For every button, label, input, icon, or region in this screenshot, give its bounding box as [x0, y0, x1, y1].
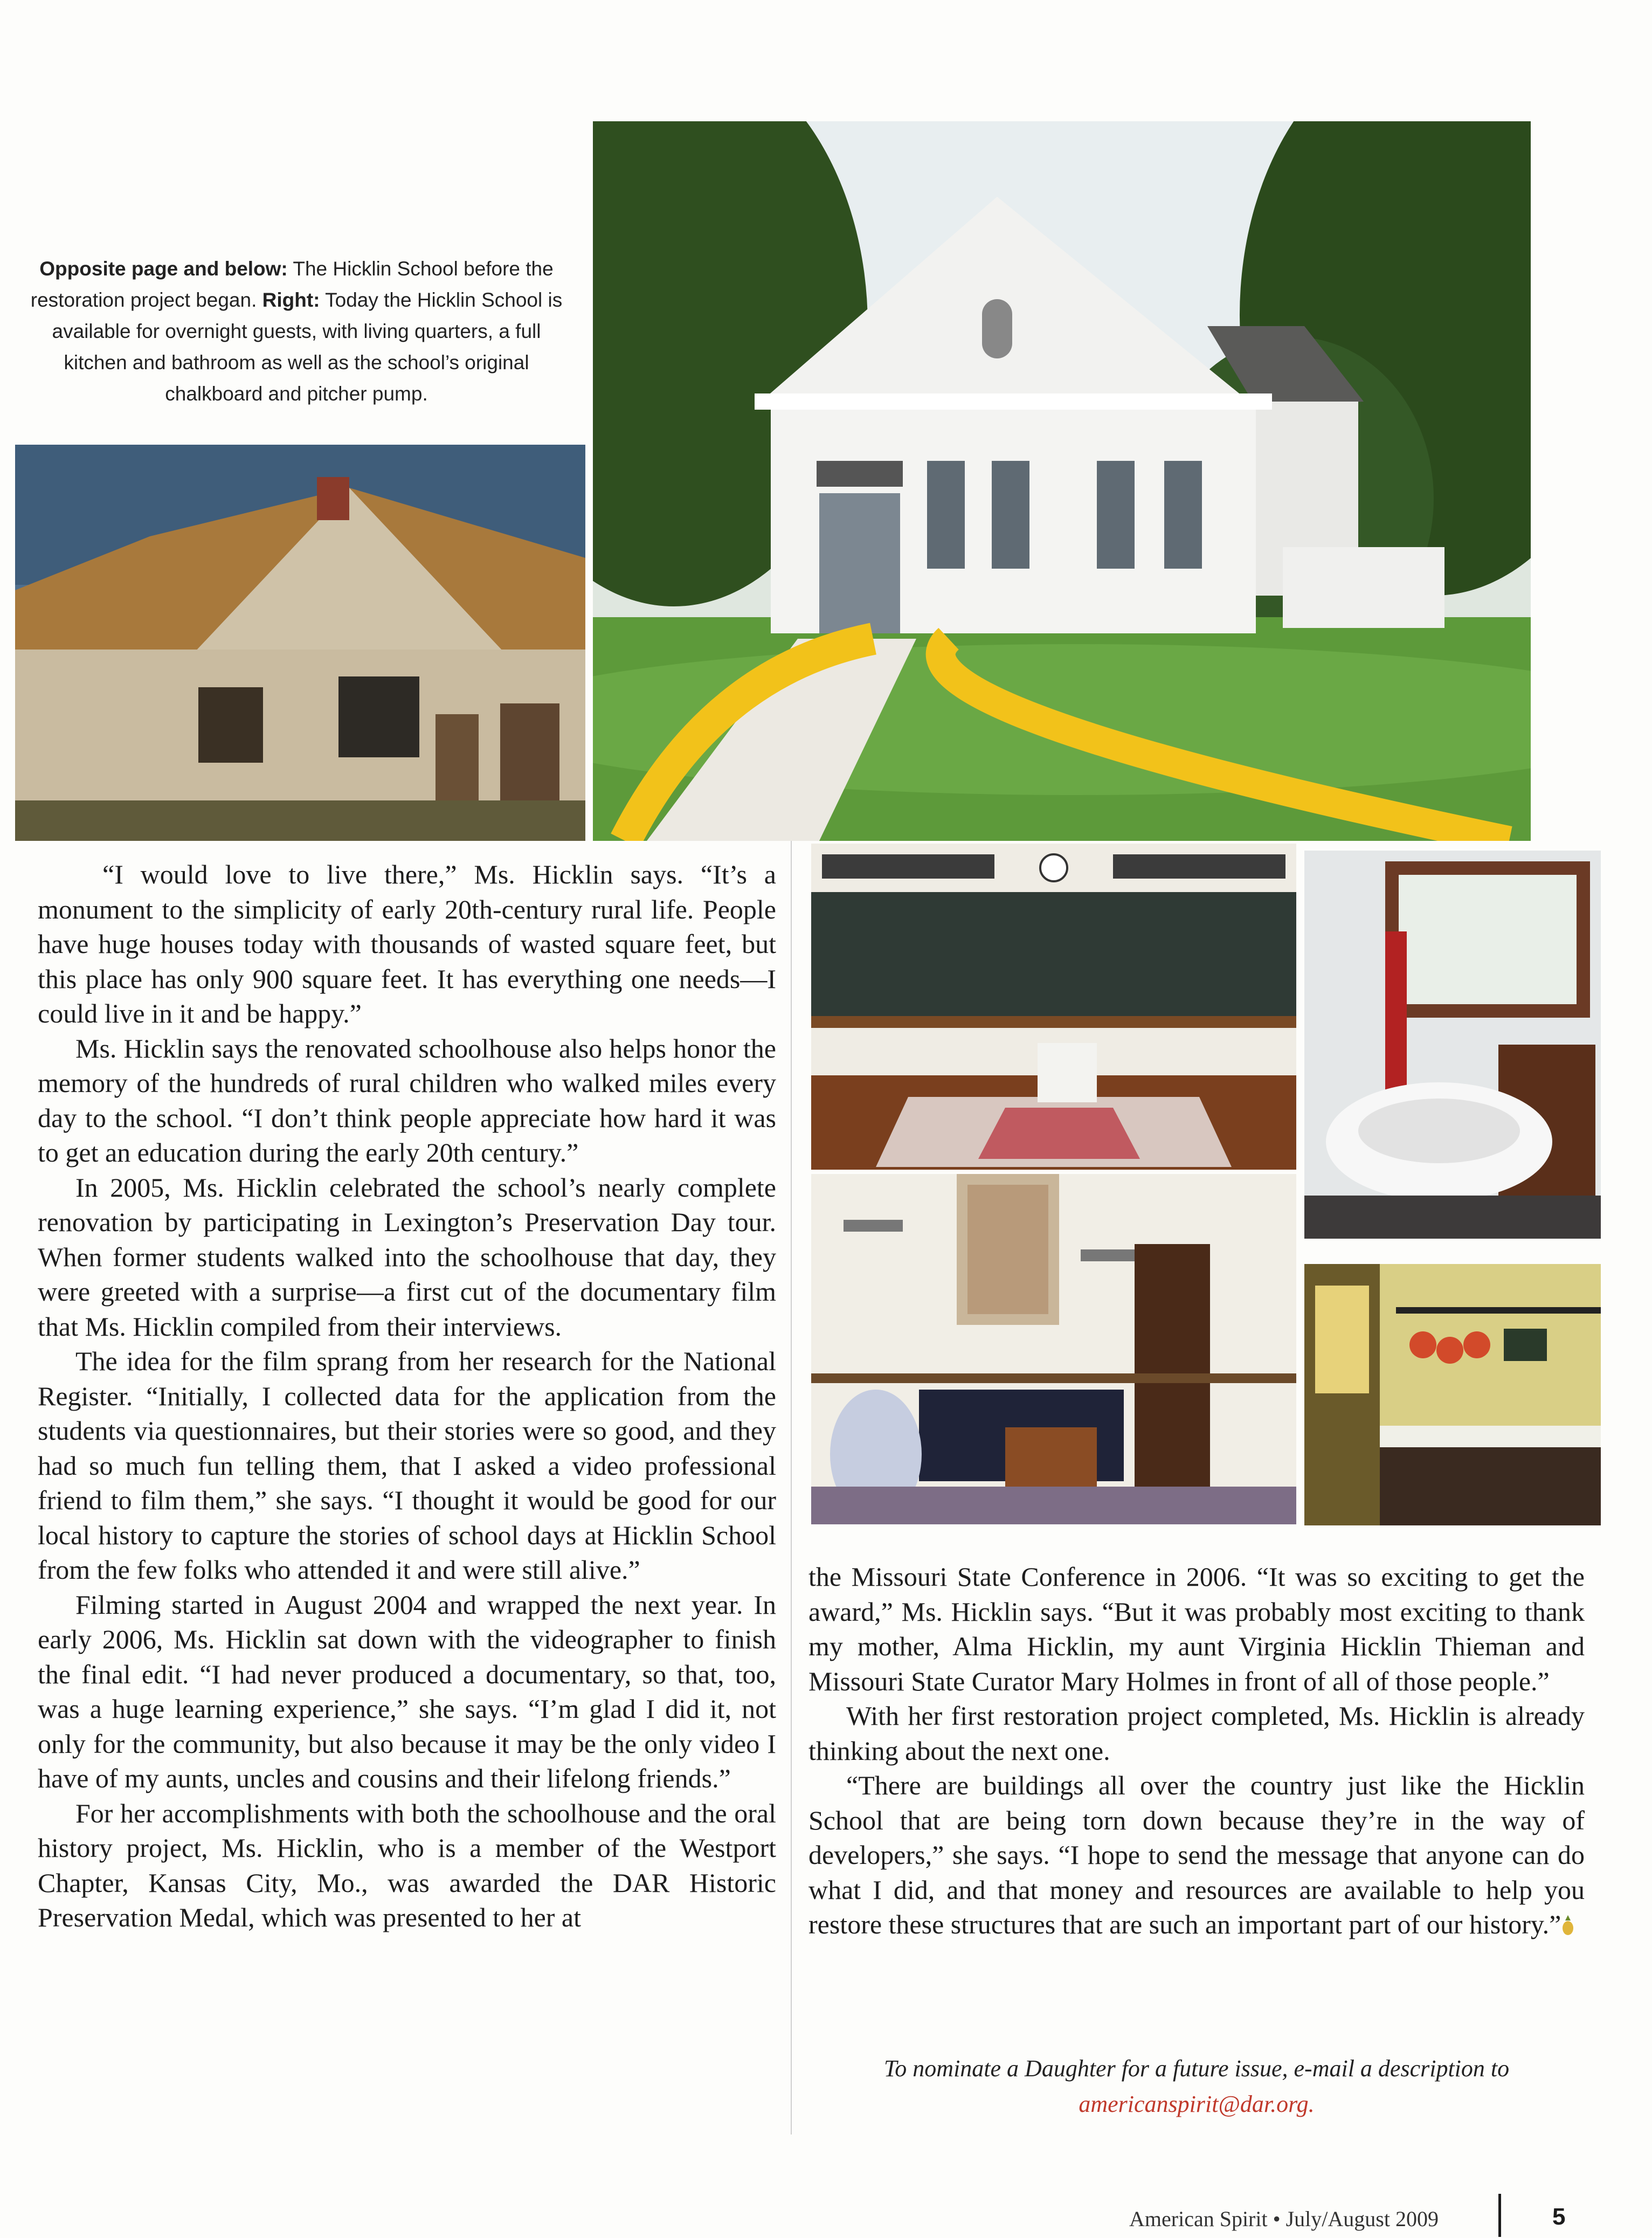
page-number: 5 [1552, 2204, 1566, 2230]
photo-kitchen [1304, 1264, 1601, 1525]
column-divider [791, 841, 792, 2135]
nomination-text: To nominate a Daughter for a future issue, e-mail a description to [883, 2055, 1510, 2082]
paragraph-last [808, 1768, 1585, 1942]
photo-living-room-quilt [811, 1174, 1296, 1524]
paragraph: “I would love to live there,” Ms. Hicklin says. “It’s a monument to the simplicity of early 20th-century rural life. People have huge houses today with thousands of wasted square feet, but this place has only 900 square feet. It has everything one needs—I could live in it and be happy.” [38, 859, 776, 1028]
paragraph: With her first restoration project completed, Ms. Hicklin is already thinking about the next one. [808, 1701, 1585, 1766]
footer-divider [1498, 2194, 1501, 2237]
photo-school-before [15, 445, 585, 841]
article-column-right [808, 1559, 1585, 1942]
caption-text-2: Today the Hicklin School is available for overnight guests, with living quarters, a full kitchen and bathroom as well as the school’s original chalkboard and pitcher pump. [52, 289, 563, 405]
paragraph: Ms. Hicklin says the renovated schoolhouse also helps honor the memory of the hundreds of rural children who walked miles every day to the school. “I don’t think people appreciate how hard it was to get an education during the early 20th century.” [38, 1033, 776, 1168]
photo-bathroom-pump [1304, 851, 1601, 1239]
caption-text-1: The Hicklin School before the restoration project began. [30, 258, 554, 311]
article-column-left [38, 857, 776, 1935]
paragraph: In 2005, Ms. Hicklin celebrated the school’s nearly complete renovation by participating in Lexington’s Preservation Day tour. When former students walked into the schoolhouse that day, they were greeted with a surprise—a first cut of the documentary film that Ms. Hicklin compiled from their interviews. [38, 1172, 776, 1342]
photo-classroom-chalkboard [811, 844, 1296, 1170]
photo-restored-school [593, 121, 1531, 841]
paragraph-text: “There are buildings all over the country just like the Hicklin School that are being torn down because they’re in the way of developers,” she says. “I hope to send the message that anyone can do what I did, and that money and resources are available to help you restore these structures that are such an important part of our history.” [808, 1770, 1585, 1939]
paragraph: For her accomplishments with both the schoolhouse and the oral history project, Ms. Hicklin, who is a member of the Westport Chapter, Kansas City, Mo., was awarded the DAR Historic Preservation Medal, which was presented to her at [38, 1798, 776, 1932]
caption-label-2: Right: [262, 289, 320, 311]
photo-caption [22, 253, 571, 410]
caption-label-1: Opposite page and below: [39, 258, 288, 280]
paragraph: Filming started in August 2004 and wrapped the next year. In early 2006, Ms. Hicklin sat down with the videographer to finish the final edit. “I had never produced a documentary, so that, too, was a huge learning experience,” she says. “I’m glad I did it, not only for the community, but also because it may be the only video I have of my aunts, uncles and cousins and their lifelong friends.” [38, 1589, 776, 1793]
nomination-email-link[interactable]: americanspirit@dar.org. [1079, 2091, 1315, 2117]
nomination-note [808, 2051, 1585, 2122]
footer-magazine-issue: American Spirit • July/August 2009 [1129, 2207, 1439, 2231]
pineapple-end-icon [1561, 1915, 1575, 1936]
paragraph: The idea for the film sprang from her research for the National Register. “Initially, I collected data for the application from the students via questionnaires, but their stories were so good, and they had so much fun telling them, that I asked a video professional friend to film them,” she says. “I thought it would be good for our local history to capture the stories of school days at Hicklin School from the few folks who attended it and were still alive.” [38, 1346, 776, 1585]
paragraph: the Missouri State Conference in 2006. “It was so exciting to get the award,” Ms. Hicklin says. “But it was probably most exciting to thank my mother, Alma Hicklin, my aunt Virginia Hicklin Thieman and Missouri State Curator Mary Holmes in front of all of those people.” [808, 1562, 1585, 1696]
